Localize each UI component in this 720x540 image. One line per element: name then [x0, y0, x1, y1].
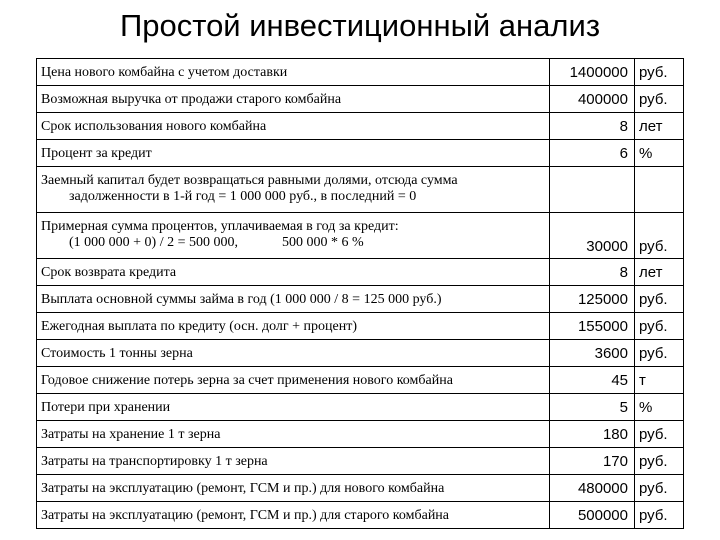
row-label: Затраты на эксплуатацию (ремонт, ГСМ и пр.) для нового комбайна: [37, 475, 550, 502]
row-label: [37, 213, 550, 259]
row-unit: руб.: [635, 421, 684, 448]
table-row: [37, 167, 684, 213]
row-value: 8: [550, 259, 635, 286]
row-unit: руб.: [635, 475, 684, 502]
row-label: Годовое снижение потерь зерна за счет применения нового комбайна: [37, 367, 550, 394]
table-row: [37, 340, 684, 367]
row-unit: руб.: [635, 502, 684, 529]
row-label: Возможная выручка от продажи старого комбайна: [37, 86, 550, 113]
row-unit: %: [635, 140, 684, 167]
row-value: 45: [550, 367, 635, 394]
row-label: Процент за кредит: [37, 140, 550, 167]
row-label-line-2: [41, 235, 545, 251]
row-value: 155000: [550, 313, 635, 340]
row-label: Стоимость 1 тонны зерна: [37, 340, 550, 367]
formula-part-2: 500 000 * 6 %: [282, 235, 364, 250]
row-value: 500000: [550, 502, 635, 529]
row-label: [37, 167, 550, 213]
table-row: [37, 394, 684, 421]
row-value: [550, 167, 635, 213]
row-unit: руб.: [635, 213, 684, 259]
row-value: 170: [550, 448, 635, 475]
row-value: 6: [550, 140, 635, 167]
row-value: 3600: [550, 340, 635, 367]
table-row: [37, 113, 684, 140]
row-label-line-1: Примерная сумма процентов, уплачиваемая в год за кредит:: [41, 219, 399, 234]
analysis-table: [36, 58, 684, 529]
row-value: 125000: [550, 286, 635, 313]
table-row: [37, 502, 684, 529]
row-unit: руб.: [635, 86, 684, 113]
row-unit: лет: [635, 259, 684, 286]
row-unit: руб.: [635, 286, 684, 313]
table-row: [37, 286, 684, 313]
row-unit: [635, 167, 684, 213]
row-label: Срок возврата кредита: [37, 259, 550, 286]
row-unit: руб.: [635, 59, 684, 86]
row-label-line-2: задолженности в 1-й год = 1 000 000 руб., в последний = 0: [69, 189, 417, 204]
table-row: [37, 475, 684, 502]
row-unit: руб.: [635, 313, 684, 340]
row-label: Затраты на хранение 1 т зерна: [37, 421, 550, 448]
table-row: [37, 259, 684, 286]
row-unit: лет: [635, 113, 684, 140]
table-row: [37, 421, 684, 448]
formula-part-1: (1 000 000 + 0) / 2 = 500 000,: [69, 235, 239, 250]
row-value: 400000: [550, 86, 635, 113]
row-value: 30000: [550, 213, 635, 259]
row-label: Затраты на эксплуатацию (ремонт, ГСМ и пр.) для старого комбайна: [37, 502, 550, 529]
row-label: Срок использования нового комбайна: [37, 113, 550, 140]
row-label: Выплата основной суммы займа в год (1 000 000 / 8 = 125 000 руб.): [37, 286, 550, 313]
row-unit: т: [635, 367, 684, 394]
row-label: Потери при хранении: [37, 394, 550, 421]
row-unit: руб.: [635, 448, 684, 475]
page-title: Простой инвестиционный анализ: [119, 8, 601, 43]
row-unit: руб.: [635, 340, 684, 367]
row-value: 180: [550, 421, 635, 448]
row-label: Затраты на транспортировку 1 т зерна: [37, 448, 550, 475]
row-label: Цена нового комбайна с учетом доставки: [37, 59, 550, 86]
row-value: 1400000: [550, 59, 635, 86]
table-row: [37, 448, 684, 475]
row-value: 5: [550, 394, 635, 421]
table-row: [37, 86, 684, 113]
table-row: [37, 59, 684, 86]
row-label-line-1: Заемный капитал будет возвращаться равными долями, отсюда сумма: [41, 173, 458, 188]
row-label: Ежегодная выплата по кредиту (осн. долг + процент): [37, 313, 550, 340]
table-row: [37, 213, 684, 259]
table-row: [37, 367, 684, 394]
row-value: 8: [550, 113, 635, 140]
row-unit: %: [635, 394, 684, 421]
table-row: [37, 140, 684, 167]
row-value: 480000: [550, 475, 635, 502]
table-row: [37, 313, 684, 340]
